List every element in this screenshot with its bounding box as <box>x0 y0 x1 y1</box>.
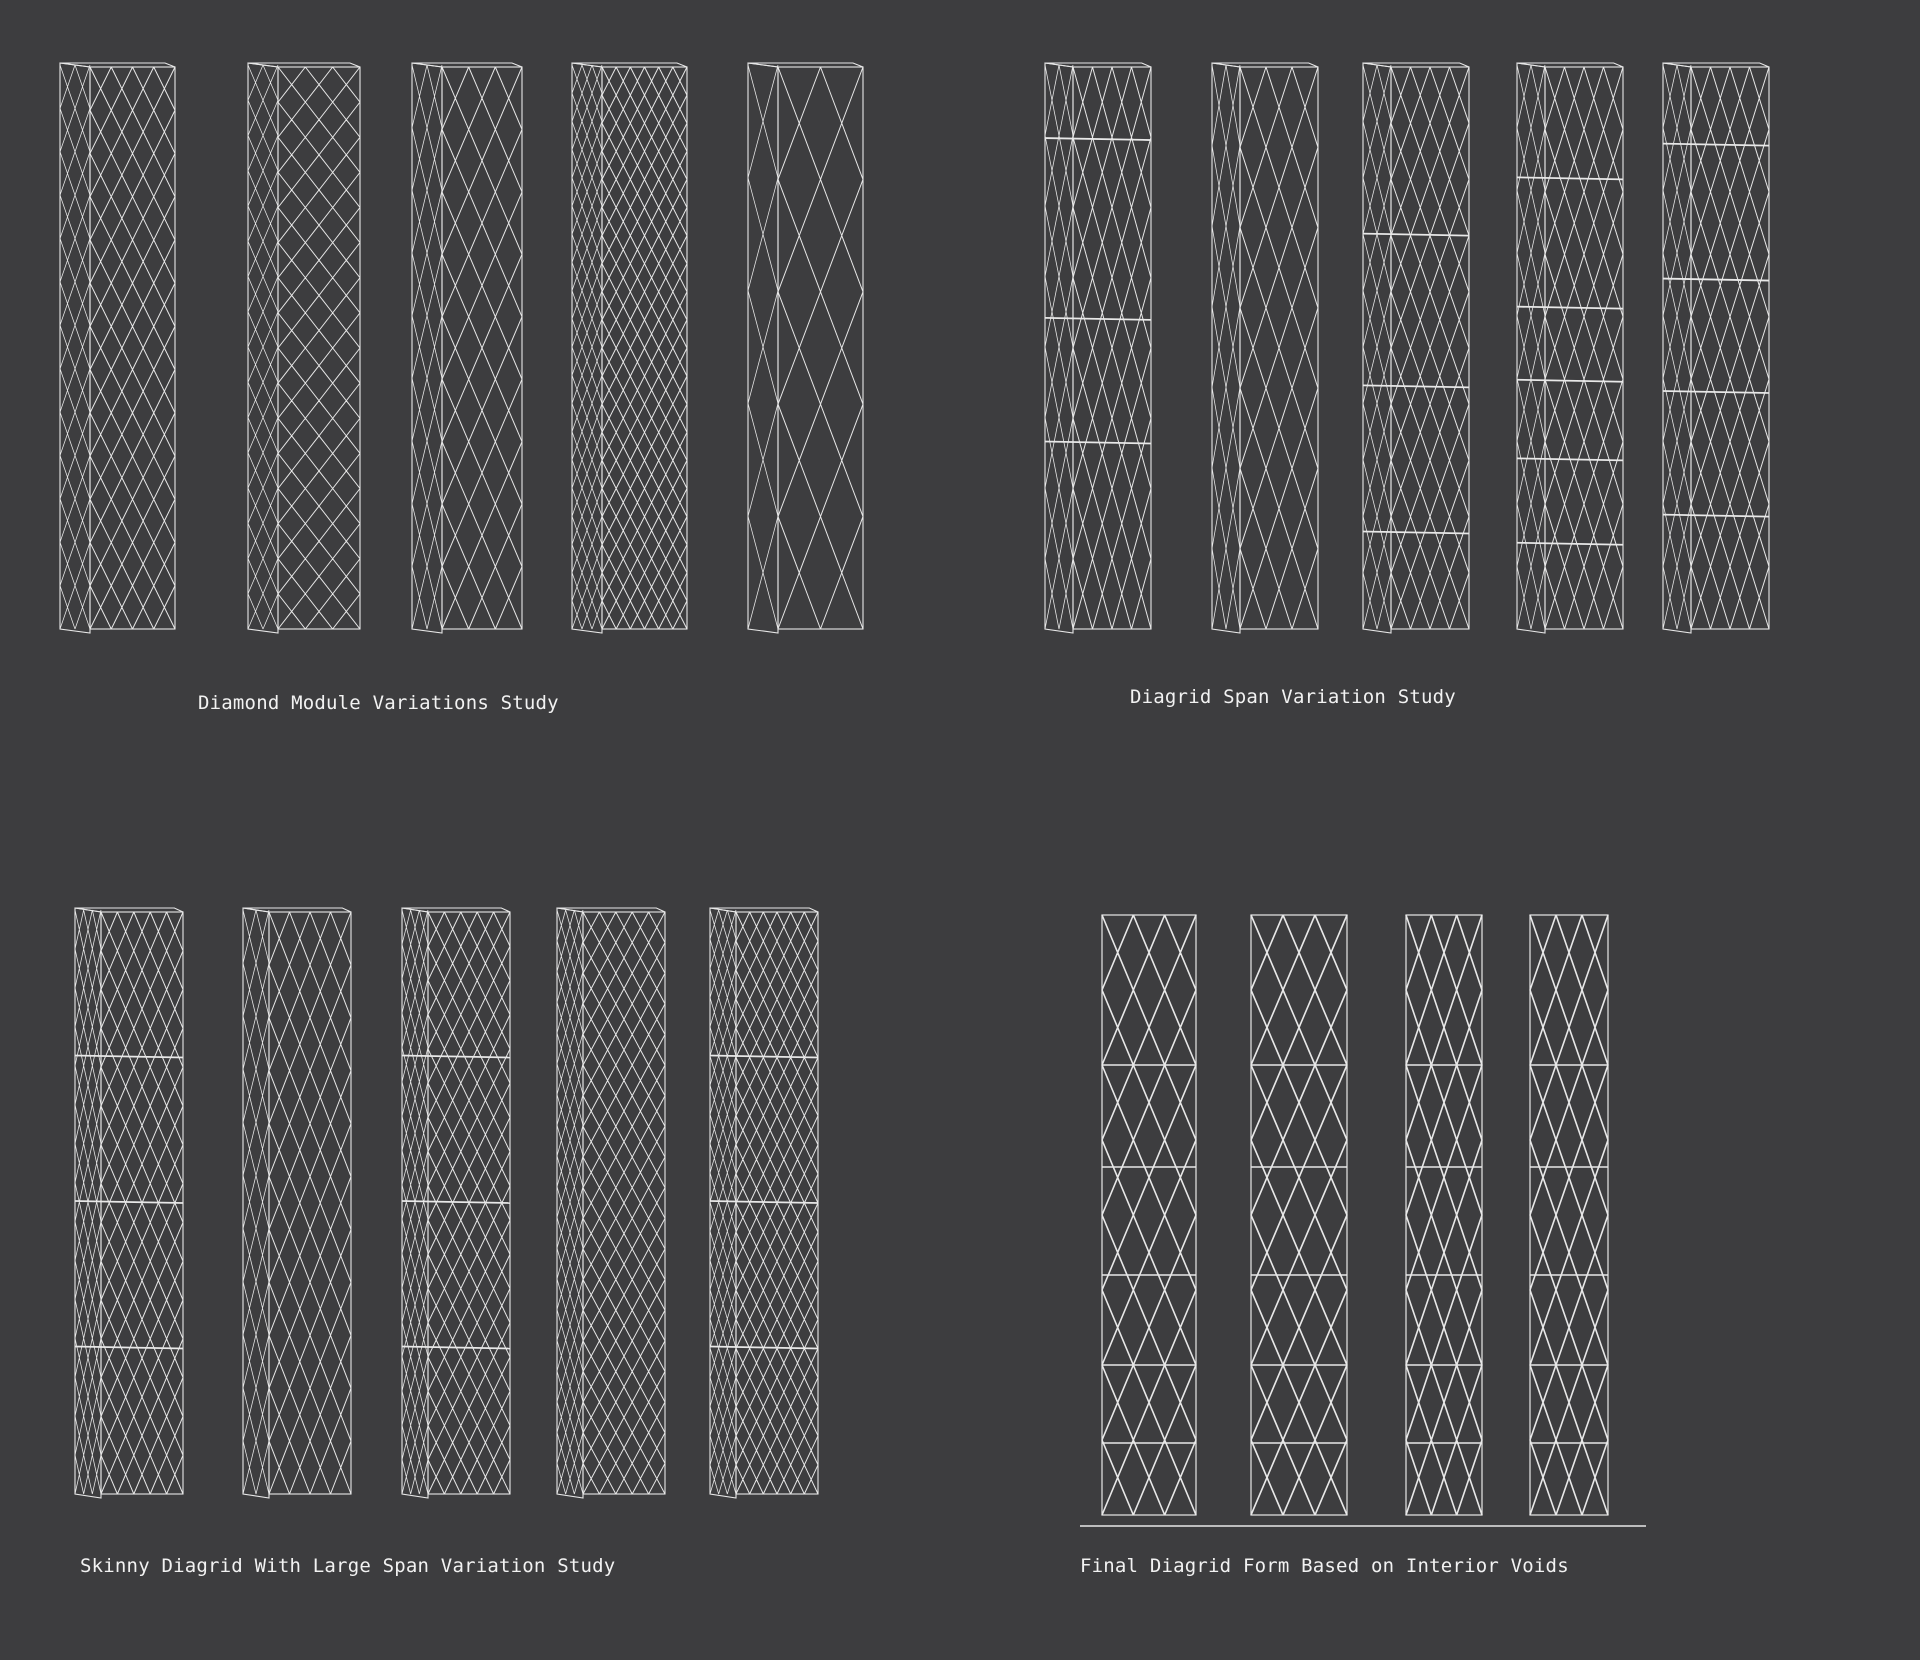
tower-final-3 <box>1406 915 1482 1515</box>
tower-span-5 <box>1663 63 1769 633</box>
diagrid-span-study-panel <box>1035 55 1795 655</box>
tower-span-4 <box>1517 63 1623 633</box>
tower-diamond-4 <box>572 63 687 633</box>
tower-span-3 <box>1363 63 1469 633</box>
skinny-diagrid-study-panel <box>65 900 845 1520</box>
diamond-module-towers <box>50 55 880 655</box>
tower-final-1 <box>1102 915 1196 1515</box>
tower-final-2 <box>1251 915 1347 1515</box>
final-diagrid-caption: Final Diagrid Form Based on Interior Voids <box>1080 1555 1569 1577</box>
skinny-diagrid-caption: Skinny Diagrid With Large Span Variation Study <box>80 1555 616 1577</box>
skinny-diagrid-towers <box>65 900 845 1520</box>
tower-skinny-1 <box>75 908 183 1498</box>
final-diagrid-form-panel <box>1070 905 1670 1535</box>
diamond-module-caption: Diamond Module Variations Study <box>198 692 559 714</box>
tower-skinny-3 <box>402 908 510 1498</box>
tower-diamond-3 <box>412 63 522 633</box>
tower-final-4 <box>1530 915 1608 1515</box>
diagrid-span-caption: Diagrid Span Variation Study <box>1130 686 1456 708</box>
tower-diamond-2 <box>248 63 360 633</box>
tower-diamond-5 <box>748 63 863 633</box>
final-diagrid-towers <box>1070 905 1670 1535</box>
tower-span-2 <box>1212 63 1318 633</box>
tower-skinny-5 <box>710 908 818 1498</box>
diamond-module-study-panel <box>50 55 880 655</box>
tower-span-1 <box>1045 63 1151 633</box>
tower-skinny-2 <box>243 908 351 1498</box>
tower-diamond-1 <box>60 63 175 633</box>
diagrid-span-towers <box>1035 55 1795 655</box>
tower-skinny-4 <box>557 908 665 1498</box>
